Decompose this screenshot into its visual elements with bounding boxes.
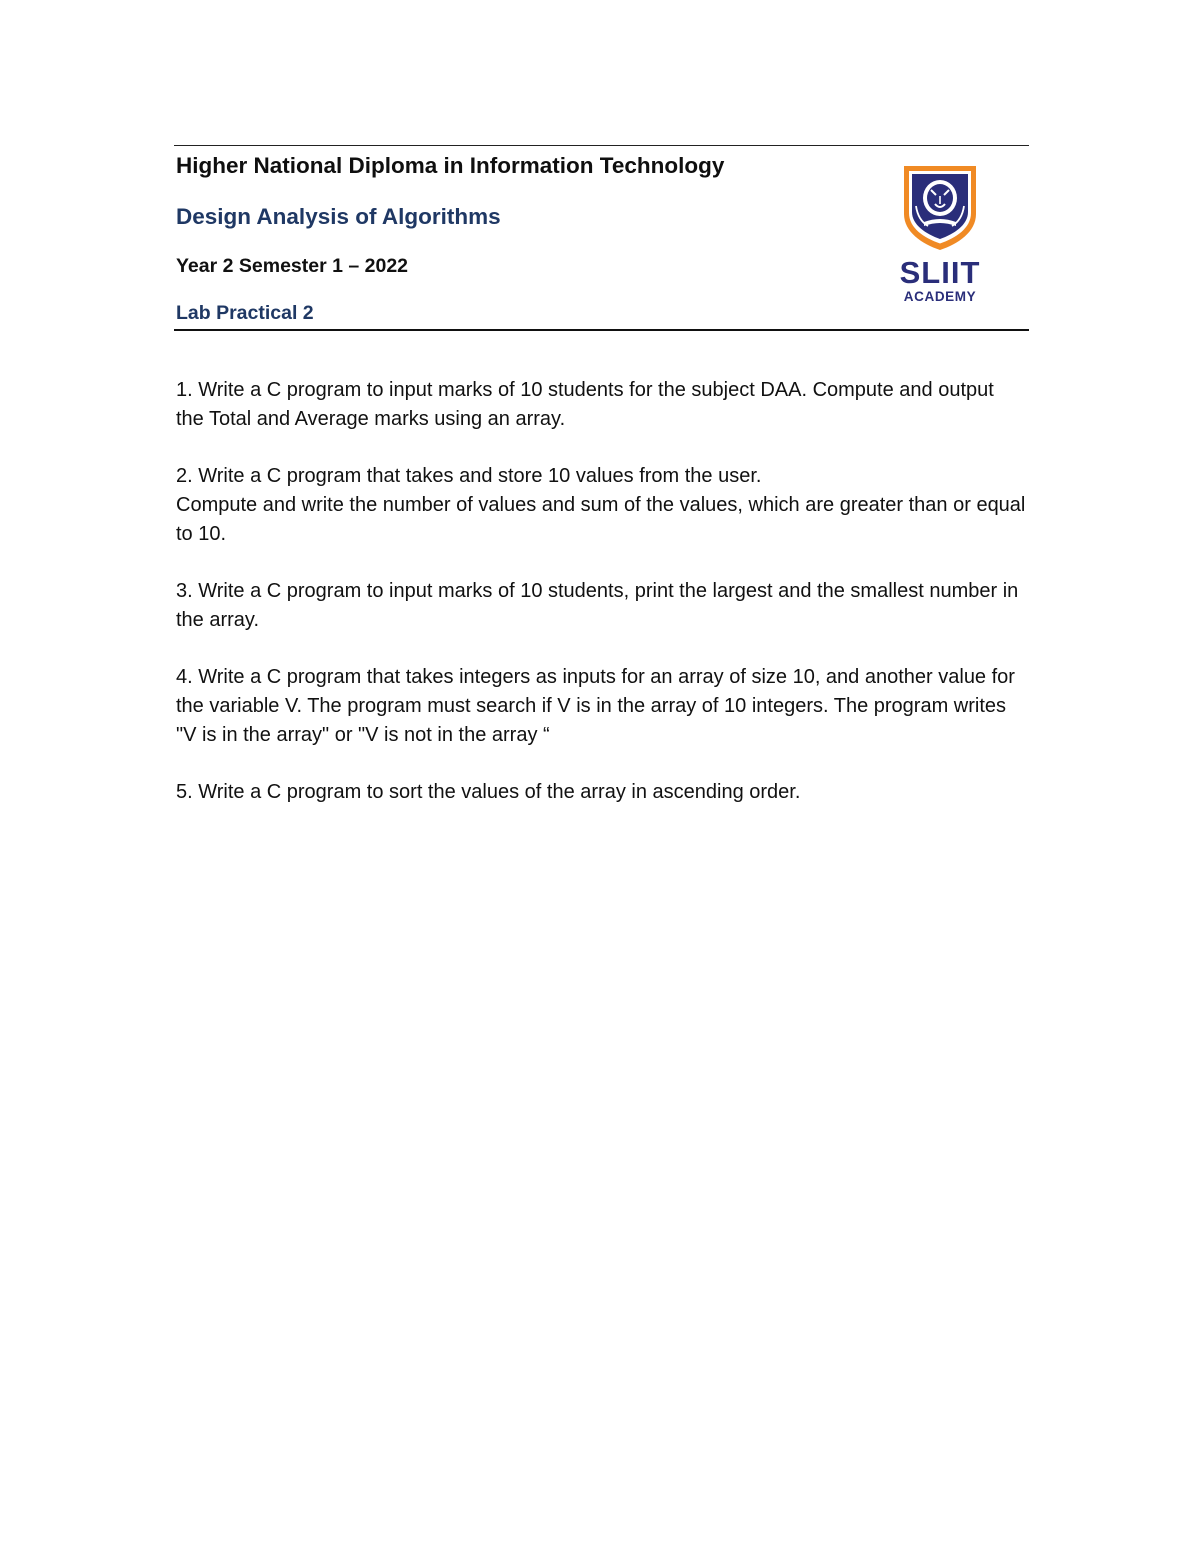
logo-wordmark: SLIIT [899,255,981,290]
question-text: Compute and write the number of values and sum of the values, which are greater than or equal to 10. [176,494,1026,545]
header-top-rule [174,145,1029,146]
question-item [176,376,1026,434]
lion-shield-icon [900,162,980,252]
question-text: 5. Write a C program to sort the values of the array in ascending order. [176,781,801,803]
sliit-academy-logo [888,160,992,310]
term-label: Year 2 Semester 1 – 2022 [176,255,409,277]
course-title: Design Analysis of Algorithms [176,204,501,229]
question-text: 4. Write a C program that takes integers as inputs for an array of size 10, and another value for the variable V. The program must search if V is in the array of 10 integers. The program writes "V is in the array" or "V is not in the array “ [176,666,1015,746]
logo-subtitle: ACADEMY [903,289,977,304]
program-title: Higher National Diploma in Information Technology [176,153,725,178]
question-item [176,663,1026,750]
lab-title: Lab Practical 2 [176,302,314,324]
header-bottom-rule [174,329,1029,331]
question-list [176,376,1026,835]
question-item [176,778,1026,807]
question-item [176,577,1026,635]
question-item [176,462,1026,549]
question-text: 1. Write a C program to input marks of 10 students for the subject DAA. Compute and output the Total and Average marks using an array. [176,379,994,430]
question-text: 3. Write a C program to input marks of 10 students, print the largest and the smallest number in the array. [176,580,1019,631]
question-text: 2. Write a C program that takes and store 10 values from the user. [176,465,762,487]
